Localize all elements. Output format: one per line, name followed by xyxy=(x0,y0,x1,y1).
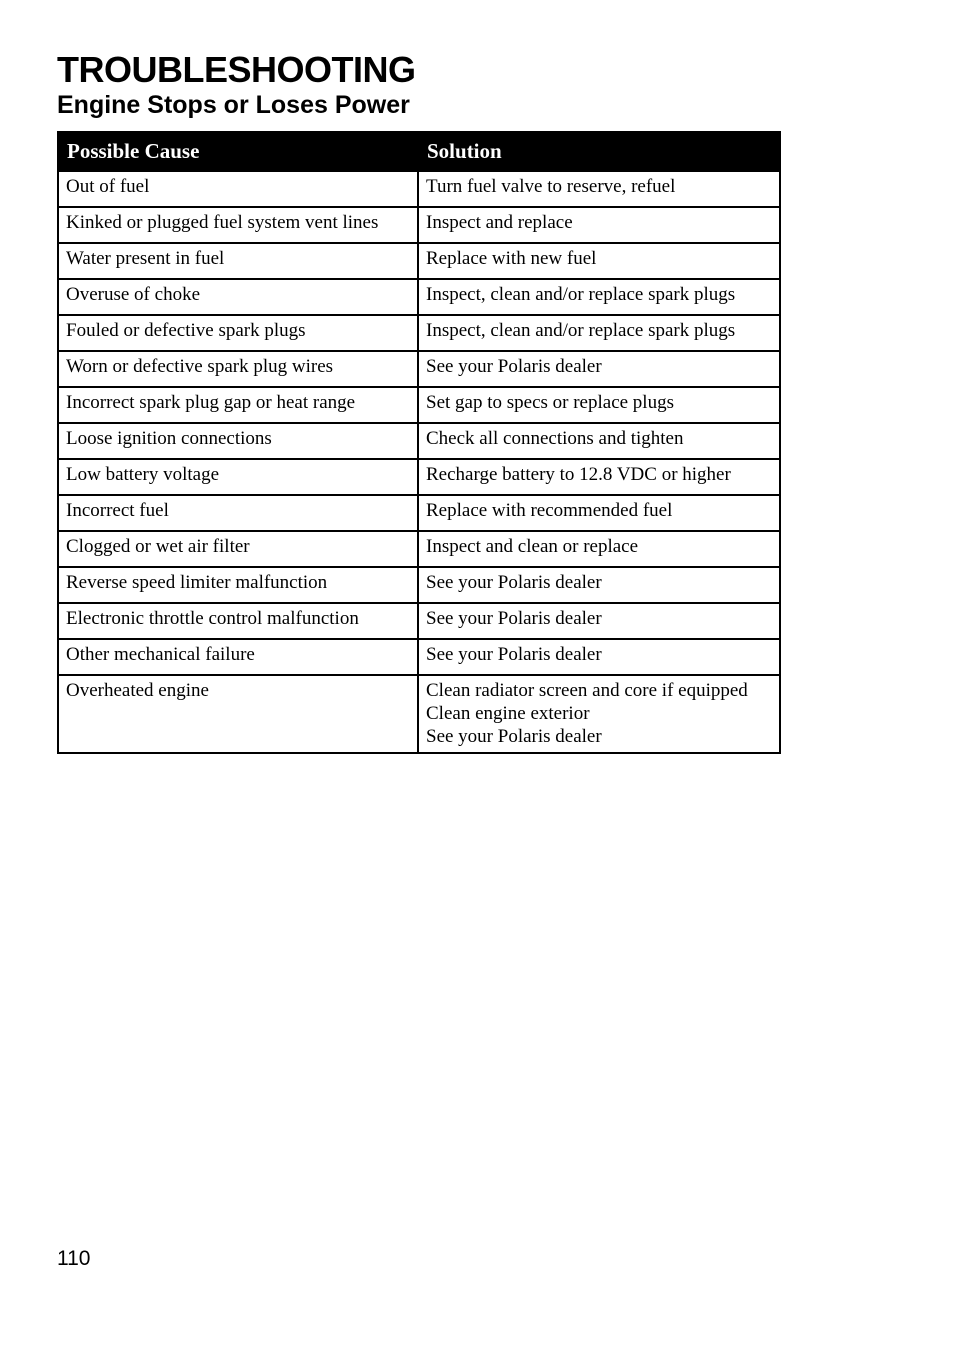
column-header-solution: Solution xyxy=(418,132,780,171)
cause-cell: Kinked or plugged fuel system vent lines xyxy=(58,207,418,243)
solution-cell xyxy=(418,387,780,423)
cause-cell: Other mechanical failure xyxy=(58,639,418,675)
table-row xyxy=(58,423,780,459)
cause-cell: Incorrect spark plug gap or heat range xyxy=(58,387,418,423)
table-row xyxy=(58,459,780,495)
solution-line: See your Polaris dealer xyxy=(426,726,602,747)
page-number: 110 xyxy=(57,1247,91,1270)
solution-cell xyxy=(418,675,780,753)
solution-line: See your Polaris dealer xyxy=(426,608,602,629)
solution-line: See your Polaris dealer xyxy=(426,356,602,377)
cause-cell: Worn or defective spark plug wires xyxy=(58,351,418,387)
solution-line: Set gap to specs or replace plugs xyxy=(426,392,674,413)
solution-cell xyxy=(418,603,780,639)
solution-cell xyxy=(418,279,780,315)
solution-line: Inspect and clean or replace xyxy=(426,536,639,557)
solution-cell xyxy=(418,171,780,207)
table-row xyxy=(58,603,780,639)
solution-line: Check all connections and tighten xyxy=(426,428,684,449)
solution-line: Clean engine exterior xyxy=(426,703,590,724)
table-row xyxy=(58,207,780,243)
solution-cell xyxy=(418,459,780,495)
solution-cell xyxy=(418,243,780,279)
solution-line: Clean radiator screen and core if equipped xyxy=(426,680,748,701)
solution-line: Recharge battery to 12.8 VDC or higher xyxy=(426,464,731,485)
table-row xyxy=(58,531,780,567)
cause-cell: Incorrect fuel xyxy=(58,495,418,531)
table-row xyxy=(58,351,780,387)
table-row xyxy=(58,387,780,423)
table-row xyxy=(58,243,780,279)
cause-cell: Overheated engine xyxy=(58,675,418,753)
cause-cell: Overuse of choke xyxy=(58,279,418,315)
cause-cell: Loose ignition connections xyxy=(58,423,418,459)
cause-cell: Out of fuel xyxy=(58,171,418,207)
cause-cell: Reverse speed limiter malfunction xyxy=(58,567,418,603)
solution-cell xyxy=(418,351,780,387)
solution-cell xyxy=(418,531,780,567)
section-title: Engine Stops or Loses Power xyxy=(57,91,410,119)
solution-line: Inspect, clean and/or replace spark plugs xyxy=(426,320,736,341)
table-body xyxy=(58,171,780,753)
solution-cell xyxy=(418,639,780,675)
cause-cell: Clogged or wet air filter xyxy=(58,531,418,567)
cause-cell: Fouled or defective spark plugs xyxy=(58,315,418,351)
solution-cell xyxy=(418,207,780,243)
page-title: TROUBLESHOOTING xyxy=(57,49,416,90)
table-row xyxy=(58,675,780,753)
cause-cell: Water present in fuel xyxy=(58,243,418,279)
table-header-row xyxy=(58,132,780,171)
column-header-possible-cause: Possible Cause xyxy=(58,132,418,171)
table-row xyxy=(58,279,780,315)
table-row xyxy=(58,639,780,675)
cause-cell: Electronic throttle control malfunction xyxy=(58,603,418,639)
table-row xyxy=(58,495,780,531)
solution-line: See your Polaris dealer xyxy=(426,644,602,665)
table-row xyxy=(58,567,780,603)
cause-cell: Low battery voltage xyxy=(58,459,418,495)
solution-cell xyxy=(418,315,780,351)
troubleshooting-table xyxy=(57,131,781,754)
table-row xyxy=(58,171,780,207)
solution-line: Inspect, clean and/or replace spark plugs xyxy=(426,284,736,305)
solution-line: Replace with recommended fuel xyxy=(426,500,673,521)
solution-line: Replace with new fuel xyxy=(426,248,597,269)
solution-line: See your Polaris dealer xyxy=(426,572,602,593)
solution-cell xyxy=(418,495,780,531)
solution-cell xyxy=(418,423,780,459)
solution-line: Inspect and replace xyxy=(426,212,573,233)
table-row xyxy=(58,315,780,351)
solution-cell xyxy=(418,567,780,603)
solution-line: Turn fuel valve to reserve, refuel xyxy=(426,176,676,197)
